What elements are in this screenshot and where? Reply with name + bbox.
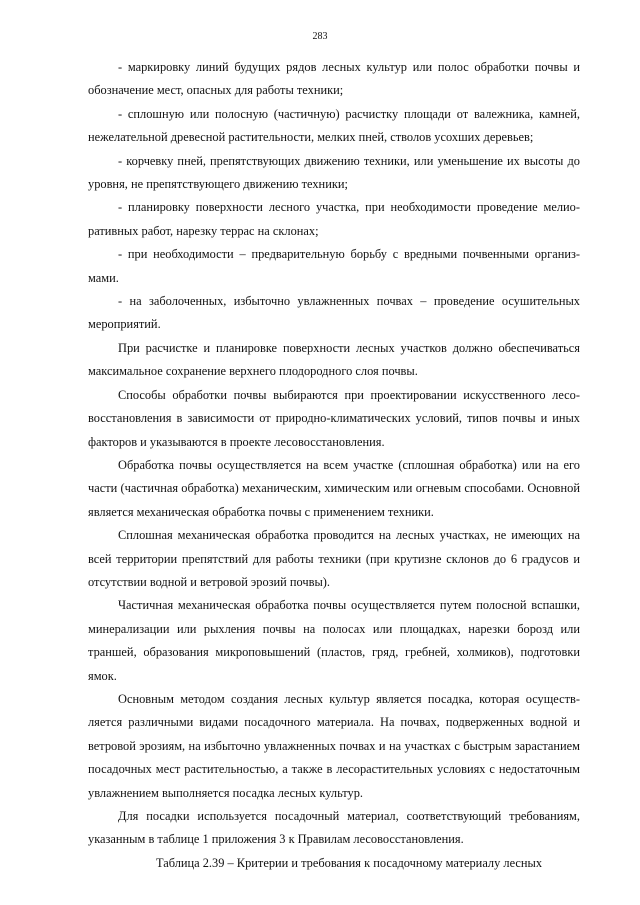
paragraph: Частичная механическая обработка почвы осуществляется путем полосной вспашки, минерализации или рыхления почвы на полосах или площадках, нарезки борозд или траншей, образования микроповышений (пластов, гряд, гребней, холмиков), подготовки ямок. (88, 598, 580, 683)
table-caption: Таблица 2.39 – Критерии и требования к посадочному материалу лесных (155, 855, 543, 870)
paragraph: - сплошную или полосную (частичную) расчистку площади от валежника, камней, нежелательной древесной растительности, мелких пней, стволов усохших деревьев; (88, 106, 580, 145)
paragraph: При расчистке и планировке поверхности лесных участков должно обеспечиваться максимальное сохранение верхнего плодородного слоя почвы. (88, 340, 580, 379)
paragraph: Основным методом создания лесных культур является посадка, которая осуществляется различными видами посадочного материала. На почвах, подверженных водной и ветровой эрозиям, на избыточно увлажненных почвах и на участках с быстрым зарастанием посадочных мест растительностью, а также в лесорастительных условиях с недостаточным увлажнением выполняется посадка лесных культур. (88, 691, 580, 800)
document-body (88, 56, 580, 875)
paragraph: - планировку поверхности лесного участка, при необходимости проведение мелиоративных работ, нарезку террас на склонах; (88, 200, 580, 238)
paragraph: - при необходимости – предварительную борьбу с вредными почвенными организмами. (88, 247, 580, 285)
paragraph: Обработка почвы осуществляется на всем участке (сплошная обработка) или на его части (частичная обработка) механическим, химическим или огневым способами. Основной является механическая обработка почвы с применением техники. (88, 457, 580, 519)
paragraph: - маркировку линий будущих рядов лесных культур или полос обработки почвы и обозначение мест, опасных для работы техники; (88, 60, 580, 98)
paragraph: Способы обработки почвы выбираются при проектировании искусственного лесовосстановления в зависимости от природно-климатических условий, типов почвы и иных факторов и указываются в проекте лесовосстановления. (88, 387, 580, 449)
paragraph: - корчевку пней, препятствующих движению техники, или уменьшение их высоты до уровня, не препятствующего движению техники; (88, 153, 580, 192)
paragraph: Сплошная механическая обработка проводится на лесных участках, не имеющих на всей территории препятствий для работы техники (при крутизне склонов до 6 градусов и отсутствии водной и ветровой эрозий почвы). (88, 528, 580, 589)
page-number: 283 (312, 31, 328, 42)
paragraph: - на заболоченных, избыточно увлажненных почвах – проведение осушительных мероприятий. (88, 294, 580, 332)
paragraph: Для посадки используется посадочный материал, соответствующий требованиям, указанным в таблице 1 приложения 3 к Правилам лесовосстановления. (88, 809, 580, 847)
